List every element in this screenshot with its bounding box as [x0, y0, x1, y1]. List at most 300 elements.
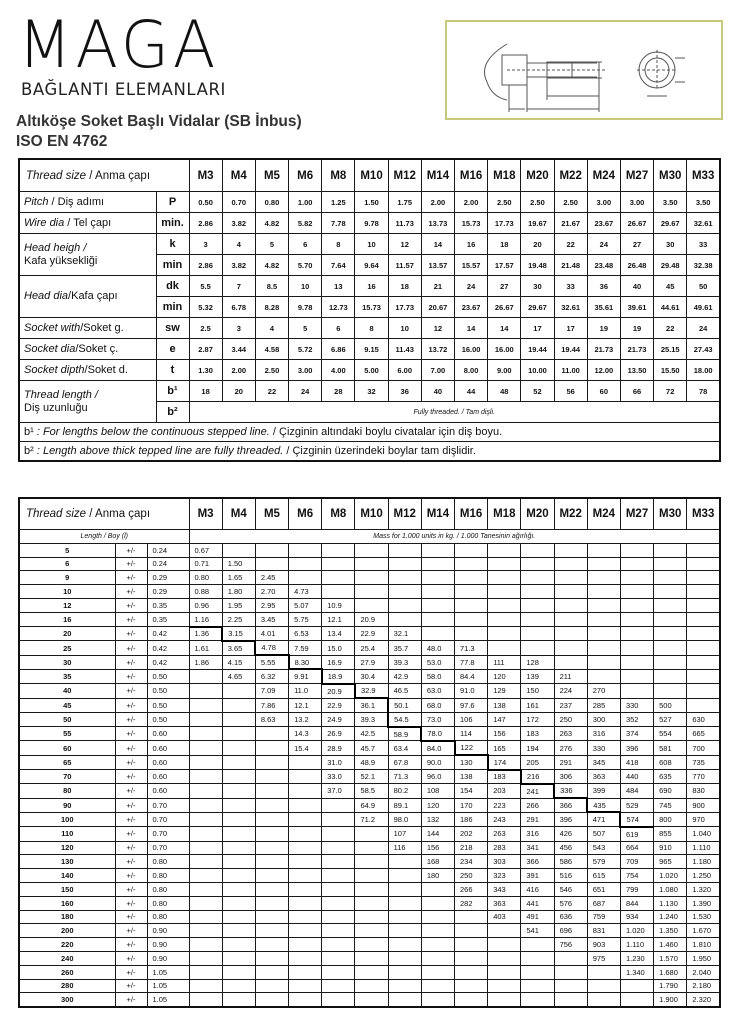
tolerance-symbol: +/-: [115, 951, 147, 965]
spec-value: 15.57: [455, 255, 488, 276]
mass-value: 84.4: [455, 669, 488, 683]
mass-value: [355, 841, 388, 855]
mass-value: 1.080: [654, 882, 687, 896]
spec-value: 3: [222, 318, 255, 339]
size-header-m33: M33: [687, 498, 720, 530]
mass-value: 263: [488, 827, 521, 841]
tolerance-symbol: +/-: [115, 627, 147, 641]
mass-value: [322, 965, 355, 979]
mass-value: 527: [654, 712, 687, 726]
mass-value: 250: [554, 712, 587, 726]
mass-value: [587, 965, 620, 979]
spec-value: 13.57: [421, 255, 454, 276]
thread-size-en: Thread size: [26, 169, 87, 182]
mass-value: 300: [587, 712, 620, 726]
mass-value: 132: [421, 812, 454, 826]
size-header-m8: M8: [322, 159, 355, 192]
spec-value: 72: [654, 381, 687, 402]
spec-value: 9.15: [355, 339, 388, 360]
mass-value: [289, 798, 322, 812]
spec-value: 27.43: [687, 339, 720, 360]
mass-value: [255, 869, 288, 883]
spec-value: 6: [322, 318, 355, 339]
spec-value: 22: [654, 318, 687, 339]
label-tr: /Soket ç.: [75, 342, 119, 355]
mass-value: [620, 598, 653, 612]
mass-row: [19, 585, 720, 599]
length-value: 50: [19, 712, 115, 726]
fully-threaded-en: Fully threaded.: [413, 408, 460, 416]
spec-symbol: min: [156, 255, 189, 276]
mass-value: 4.01: [255, 627, 288, 641]
size-header-m33: M33: [687, 159, 720, 192]
mass-value: 8.30: [289, 655, 322, 669]
size-header-m24: M24: [587, 159, 620, 192]
mass-value: 91.0: [455, 684, 488, 698]
mass-value: 237: [554, 698, 587, 712]
mass-value: 42.9: [388, 669, 421, 683]
mass-value: 0.80: [189, 571, 222, 585]
mass-value: [189, 741, 222, 755]
spec-value: 22: [255, 381, 288, 402]
spec-value: 1.25: [322, 192, 355, 213]
mass-value: 129: [488, 684, 521, 698]
mass-value: [587, 641, 620, 655]
mass-value: 5.55: [255, 655, 288, 669]
mass-value: [687, 669, 720, 683]
mass-value: 754: [620, 869, 653, 883]
tolerance-value: 0.70: [147, 841, 189, 855]
mass-value: 546: [554, 882, 587, 896]
mass-value: [488, 557, 521, 571]
mass-value: [222, 924, 255, 938]
tolerance-value: 0.80: [147, 896, 189, 910]
tolerance-symbol: +/-: [115, 669, 147, 683]
mass-value: [289, 938, 322, 952]
tolerance-value: 0.35: [147, 598, 189, 612]
mass-value: 234: [455, 855, 488, 869]
spec-value: 0.50: [189, 192, 222, 213]
mass-value: 1.530: [687, 910, 720, 924]
mass-value: 147: [488, 712, 521, 726]
mass-value: [289, 965, 322, 979]
mass-value: 855: [654, 827, 687, 841]
tolerance-symbol: +/-: [115, 571, 147, 585]
mass-value: 11.0: [289, 684, 322, 698]
spec-header-row: [19, 159, 720, 192]
brand-logo: MAGA: [18, 6, 220, 83]
mass-value: [222, 543, 255, 557]
mass-value: 52.1: [355, 770, 388, 784]
size-header-m24: M24: [587, 498, 620, 530]
spec-value: 20.67: [421, 297, 454, 318]
spec-value: 2.00: [421, 192, 454, 213]
mass-row: [19, 698, 720, 712]
mass-value: 2.70: [255, 585, 288, 599]
size-header-m10: M10: [355, 159, 388, 192]
spec-value: 2.50: [521, 192, 554, 213]
mass-value: [421, 924, 454, 938]
mass-value: 970: [687, 812, 720, 826]
mass-value: 1.230: [620, 951, 653, 965]
spec-value: 16: [355, 276, 388, 297]
mass-value: [654, 612, 687, 626]
mass-value: 39.3: [388, 655, 421, 669]
mass-value: 174: [488, 755, 521, 769]
mass-value: [488, 571, 521, 585]
mass-value: 756: [554, 938, 587, 952]
mass-value: 77.8: [455, 655, 488, 669]
mass-value: 224: [554, 684, 587, 698]
mass-value: [554, 965, 587, 979]
mass-value: [255, 543, 288, 557]
mass-value: 910: [654, 841, 687, 855]
spec-value: 6.78: [222, 297, 255, 318]
tolerance-value: 0.50: [147, 669, 189, 683]
tolerance-value: 0.42: [147, 641, 189, 655]
mass-value: 33.0: [322, 770, 355, 784]
mass-value: 2.95: [255, 598, 288, 612]
mass-value: 2.320: [687, 993, 720, 1007]
mass-value: [289, 951, 322, 965]
size-header-m5: M5: [255, 159, 288, 192]
mass-value: [488, 965, 521, 979]
mass-value: [620, 571, 653, 585]
tolerance-value: 0.42: [147, 655, 189, 669]
spec-value: 13.72: [421, 339, 454, 360]
spec-value: 18.00: [687, 360, 720, 381]
tolerance-symbol: +/-: [115, 979, 147, 993]
mass-value: 14.3: [289, 727, 322, 741]
mass-value: [554, 557, 587, 571]
mass-value: [189, 896, 222, 910]
label-tr: /Soket d.: [84, 363, 128, 376]
mass-value: 37.0: [322, 784, 355, 798]
mass-value: 903: [587, 938, 620, 952]
mass-value: [289, 979, 322, 993]
mass-value: [289, 557, 322, 571]
spec-value: 33: [687, 234, 720, 255]
mass-value: [587, 543, 620, 557]
mass-value: 4.73: [289, 585, 322, 599]
spec-value: 5.72: [289, 339, 322, 360]
mass-value: 1.86: [189, 655, 222, 669]
size-header-m20: M20: [521, 159, 554, 192]
mass-value: [388, 896, 421, 910]
spec-value: 23.67: [587, 213, 620, 234]
mass-value: [222, 712, 255, 726]
spec-value: 7: [222, 276, 255, 297]
mass-value: [687, 641, 720, 655]
mass-value: [322, 993, 355, 1007]
spec-value: 17: [554, 318, 587, 339]
mass-value: [421, 627, 454, 641]
mass-value: 116: [388, 841, 421, 855]
mass-value: [322, 910, 355, 924]
mass-header-row: [19, 498, 720, 530]
length-value: 180: [19, 910, 115, 924]
mass-value: 39.3: [355, 712, 388, 726]
mass-value: [189, 684, 222, 698]
spec-value: 4.82: [255, 255, 288, 276]
mass-value: [255, 965, 288, 979]
spec-value: 18: [388, 276, 421, 297]
mass-value: 1.240: [654, 910, 687, 924]
mass-value: [255, 727, 288, 741]
mass-row: [19, 770, 720, 784]
mass-value: [421, 882, 454, 896]
mass-value: 441: [521, 896, 554, 910]
mass-value: 216: [521, 770, 554, 784]
mass-value: 18.9: [322, 669, 355, 683]
length-value: 10: [19, 585, 115, 599]
mass-value: 900: [687, 798, 720, 812]
mass-row: [19, 543, 720, 557]
spec-row-label: [19, 213, 156, 234]
size-header-m3: M3: [189, 159, 222, 192]
spec-row-label: [19, 339, 156, 360]
mass-value: [289, 924, 322, 938]
mass-value: 2.25: [222, 612, 255, 626]
mass-value: [654, 684, 687, 698]
size-header-m16: M16: [455, 159, 488, 192]
tolerance-value: 0.60: [147, 770, 189, 784]
spec-value: 44.61: [654, 297, 687, 318]
spec-value: 49.61: [687, 297, 720, 318]
mass-value: 7.09: [255, 684, 288, 698]
mass-value: 263: [554, 727, 587, 741]
spec-value: 13.50: [620, 360, 653, 381]
mass-value: [189, 965, 222, 979]
length-value: 200: [19, 924, 115, 938]
tolerance-value: 0.24: [147, 543, 189, 557]
spec-value: 19: [587, 318, 620, 339]
mass-value: [687, 698, 720, 712]
length-value: 9: [19, 571, 115, 585]
mass-value: 194: [521, 741, 554, 755]
mass-value: 22.9: [355, 627, 388, 641]
mass-value: 1.95: [222, 598, 255, 612]
mass-value: [255, 812, 288, 826]
mass-value: 2.180: [687, 979, 720, 993]
mass-subheader-row: [19, 530, 720, 544]
mass-value: [421, 571, 454, 585]
mass-value: 186: [455, 812, 488, 826]
mass-value: [521, 979, 554, 993]
mass-value: [488, 993, 521, 1007]
mass-value: [255, 784, 288, 798]
mass-value: [421, 951, 454, 965]
tolerance-value: 1.05: [147, 979, 189, 993]
tolerance-symbol: +/-: [115, 882, 147, 896]
spec-value: 3.50: [654, 192, 687, 213]
spec-value: 52: [521, 381, 554, 402]
mass-value: 205: [521, 755, 554, 769]
mass-value: [620, 557, 653, 571]
spec-symbol: t: [156, 360, 189, 381]
length-value: 5: [19, 543, 115, 557]
spec-value: 8.00: [455, 360, 488, 381]
mass-row: [19, 641, 720, 655]
mass-value: [189, 712, 222, 726]
mass-value: 316: [521, 827, 554, 841]
thread-size-tr: / Anma çapı: [86, 508, 151, 520]
mass-unit-note: [189, 530, 720, 544]
tolerance-symbol: +/-: [115, 924, 147, 938]
mass-value: [521, 627, 554, 641]
mass-value: 20.9: [322, 684, 355, 698]
spec-value: 21.73: [620, 339, 653, 360]
mass-value: [388, 543, 421, 557]
spec-value: 50: [687, 276, 720, 297]
mass-value: 399: [587, 784, 620, 798]
mass-value: 664: [620, 841, 653, 855]
mass-value: 396: [620, 741, 653, 755]
mass-value: [222, 798, 255, 812]
mass-value: 9.91: [289, 669, 322, 683]
mass-value: [355, 882, 388, 896]
mass-value: [289, 993, 322, 1007]
mass-value: [587, 557, 620, 571]
mass-value: 709: [620, 855, 653, 869]
spec-value: 18: [189, 381, 222, 402]
spec-value: 2.00: [455, 192, 488, 213]
mass-table: [18, 497, 721, 1008]
mass-value: [488, 979, 521, 993]
mass-value: 1.950: [687, 951, 720, 965]
mass-value: [189, 784, 222, 798]
spec-value: 14: [455, 318, 488, 339]
tolerance-symbol: +/-: [115, 698, 147, 712]
mass-value: 1.790: [654, 979, 687, 993]
mass-row: [19, 812, 720, 826]
mass-value: 183: [521, 727, 554, 741]
spec-value: 8.28: [255, 297, 288, 318]
standard-label: ISO EN 4762: [16, 133, 108, 150]
mass-value: [222, 727, 255, 741]
mass-value: 120: [488, 669, 521, 683]
mass-value: 172: [521, 712, 554, 726]
mass-value: 50.1: [388, 698, 421, 712]
mass-value: 396: [554, 812, 587, 826]
mass-row: [19, 938, 720, 952]
mass-value: 745: [654, 798, 687, 812]
mass-value: [587, 669, 620, 683]
footnote-en: : For lengths below the continuous stepped line.: [33, 426, 270, 438]
mass-value: [189, 979, 222, 993]
mass-value: [355, 938, 388, 952]
mass-value: 243: [488, 812, 521, 826]
mass-value: 24.9: [322, 712, 355, 726]
mass-value: [521, 543, 554, 557]
mass-value: 1.900: [654, 993, 687, 1007]
length-value: 260: [19, 965, 115, 979]
mass-row: [19, 910, 720, 924]
footnote-row: [19, 423, 720, 442]
mass-value: [322, 951, 355, 965]
mass-value: 366: [521, 855, 554, 869]
mass-value: 3.65: [222, 641, 255, 655]
footnote-tr: / Çizginin üzerindeki boylar tam dişlidir.: [283, 445, 476, 457]
spec-value: 10.00: [521, 360, 554, 381]
spec-row: [19, 234, 720, 255]
mass-value: 20.9: [355, 612, 388, 626]
label-en: Thread length /: [24, 388, 98, 401]
spec-symbol: k: [156, 234, 189, 255]
spec-value: 19.48: [521, 255, 554, 276]
mass-value: 0.71: [189, 557, 222, 571]
mass-value: 690: [654, 784, 687, 798]
spec-value: 15.73: [355, 297, 388, 318]
mass-value: 32.1: [388, 627, 421, 641]
mass-value: [388, 979, 421, 993]
spec-value: 56: [554, 381, 587, 402]
spec-row-label: [19, 318, 156, 339]
spec-symbol: dk: [156, 276, 189, 297]
mass-value: [322, 869, 355, 883]
mass-value: [222, 855, 255, 869]
mass-row: [19, 712, 720, 726]
mass-value: [620, 585, 653, 599]
mass-row: [19, 798, 720, 812]
spec-value: 11.00: [554, 360, 587, 381]
spec-value: 10: [289, 276, 322, 297]
spec-value: 14: [421, 234, 454, 255]
tolerance-symbol: +/-: [115, 741, 147, 755]
mass-row: [19, 896, 720, 910]
mass-value: [355, 951, 388, 965]
size-header-m16: M16: [455, 498, 488, 530]
mass-value: [455, 910, 488, 924]
length-value: 25: [19, 641, 115, 655]
mass-value: 46.5: [388, 684, 421, 698]
mass-value: 165: [488, 741, 521, 755]
mass-value: 30.4: [355, 669, 388, 683]
spec-value: 7.00: [421, 360, 454, 381]
spec-value: 3.44: [222, 339, 255, 360]
mass-value: 63.0: [421, 684, 454, 698]
mass-row: [19, 612, 720, 626]
spec-value: 11.43: [388, 339, 421, 360]
length-value: 20: [19, 627, 115, 641]
label-en: Socket with: [24, 321, 81, 334]
mass-value: 64.9: [355, 798, 388, 812]
mass-value: 96.0: [421, 770, 454, 784]
mass-value: 68.0: [421, 698, 454, 712]
thread-size-header: [19, 498, 189, 530]
mass-value: 965: [654, 855, 687, 869]
mass-value: 97.6: [455, 698, 488, 712]
mass-value: [322, 896, 355, 910]
mass-value: [620, 684, 653, 698]
mass-value: 3.15: [222, 627, 255, 641]
length-value: 130: [19, 855, 115, 869]
mass-value: [388, 869, 421, 883]
mass-value: 363: [488, 896, 521, 910]
mass-value: [587, 993, 620, 1007]
tolerance-value: 0.35: [147, 612, 189, 626]
mass-value: [289, 855, 322, 869]
mass-value: 22.9: [322, 698, 355, 712]
spec-value: 0.80: [255, 192, 288, 213]
mass-value: [355, 965, 388, 979]
spec-value: 26.48: [620, 255, 653, 276]
spec-value: 23.67: [455, 297, 488, 318]
mass-row: [19, 951, 720, 965]
mass-value: [255, 798, 288, 812]
mass-value: 1.80: [222, 585, 255, 599]
mass-value: [455, 571, 488, 585]
